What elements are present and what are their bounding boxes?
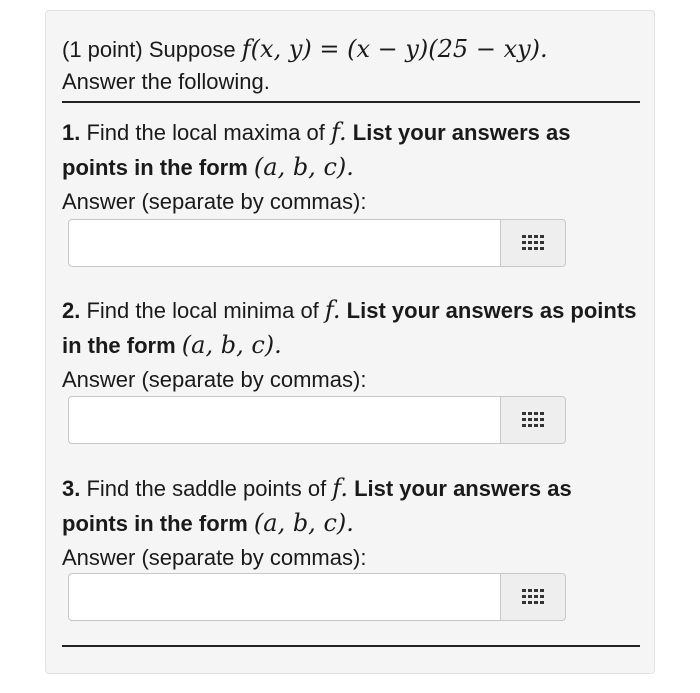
answer-row-3	[68, 573, 566, 621]
question-1	[62, 115, 642, 219]
answer-label: Answer (separate by commas):	[62, 189, 367, 214]
answer-row-2	[68, 396, 566, 444]
question-text: Find the local maxima of	[80, 120, 332, 145]
answer-input-1[interactable]	[68, 219, 500, 267]
function-symbol: f.	[332, 474, 348, 502]
question-3	[62, 471, 642, 575]
answer-form: (a, b, c).	[253, 509, 354, 537]
equation-palette-button-1[interactable]	[500, 219, 566, 267]
question-2	[62, 293, 642, 397]
grid-icon	[522, 412, 544, 428]
function-definition: f(x, y) = (x − y)(25 − xy).	[241, 35, 548, 63]
answer-label: Answer (separate by commas):	[62, 367, 367, 392]
grid-icon	[522, 589, 544, 605]
question-instruction: List your answers as points in the form	[62, 120, 571, 180]
answer-form: (a, b, c).	[181, 331, 282, 359]
divider-bottom	[62, 645, 640, 647]
divider-top	[62, 101, 640, 103]
problem-card	[45, 10, 655, 674]
question-number: 1.	[62, 120, 81, 145]
problem-instructions: Answer the following.	[62, 69, 270, 94]
question-text: Find the local minima of	[80, 298, 325, 323]
question-number: 3.	[62, 476, 81, 501]
equation-palette-button-2[interactable]	[500, 396, 566, 444]
grid-icon	[522, 235, 544, 251]
function-symbol: f.	[324, 296, 341, 324]
equation-palette-button-3[interactable]	[500, 573, 566, 621]
answer-form: (a, b, c).	[253, 153, 354, 181]
answer-input-2[interactable]	[68, 396, 500, 444]
question-instruction: List your answers as points in the form	[62, 298, 637, 358]
question-number: 2.	[62, 298, 81, 323]
answer-row-1	[68, 219, 566, 267]
question-instruction: List your answers as points in the form	[62, 476, 572, 536]
problem-statement	[62, 33, 548, 98]
question-text: Find the saddle points of	[80, 476, 333, 501]
answer-label: Answer (separate by commas):	[62, 545, 367, 570]
problem-prefix: (1 point) Suppose	[62, 37, 242, 62]
function-symbol: f.	[331, 118, 347, 146]
answer-input-3[interactable]	[68, 573, 500, 621]
